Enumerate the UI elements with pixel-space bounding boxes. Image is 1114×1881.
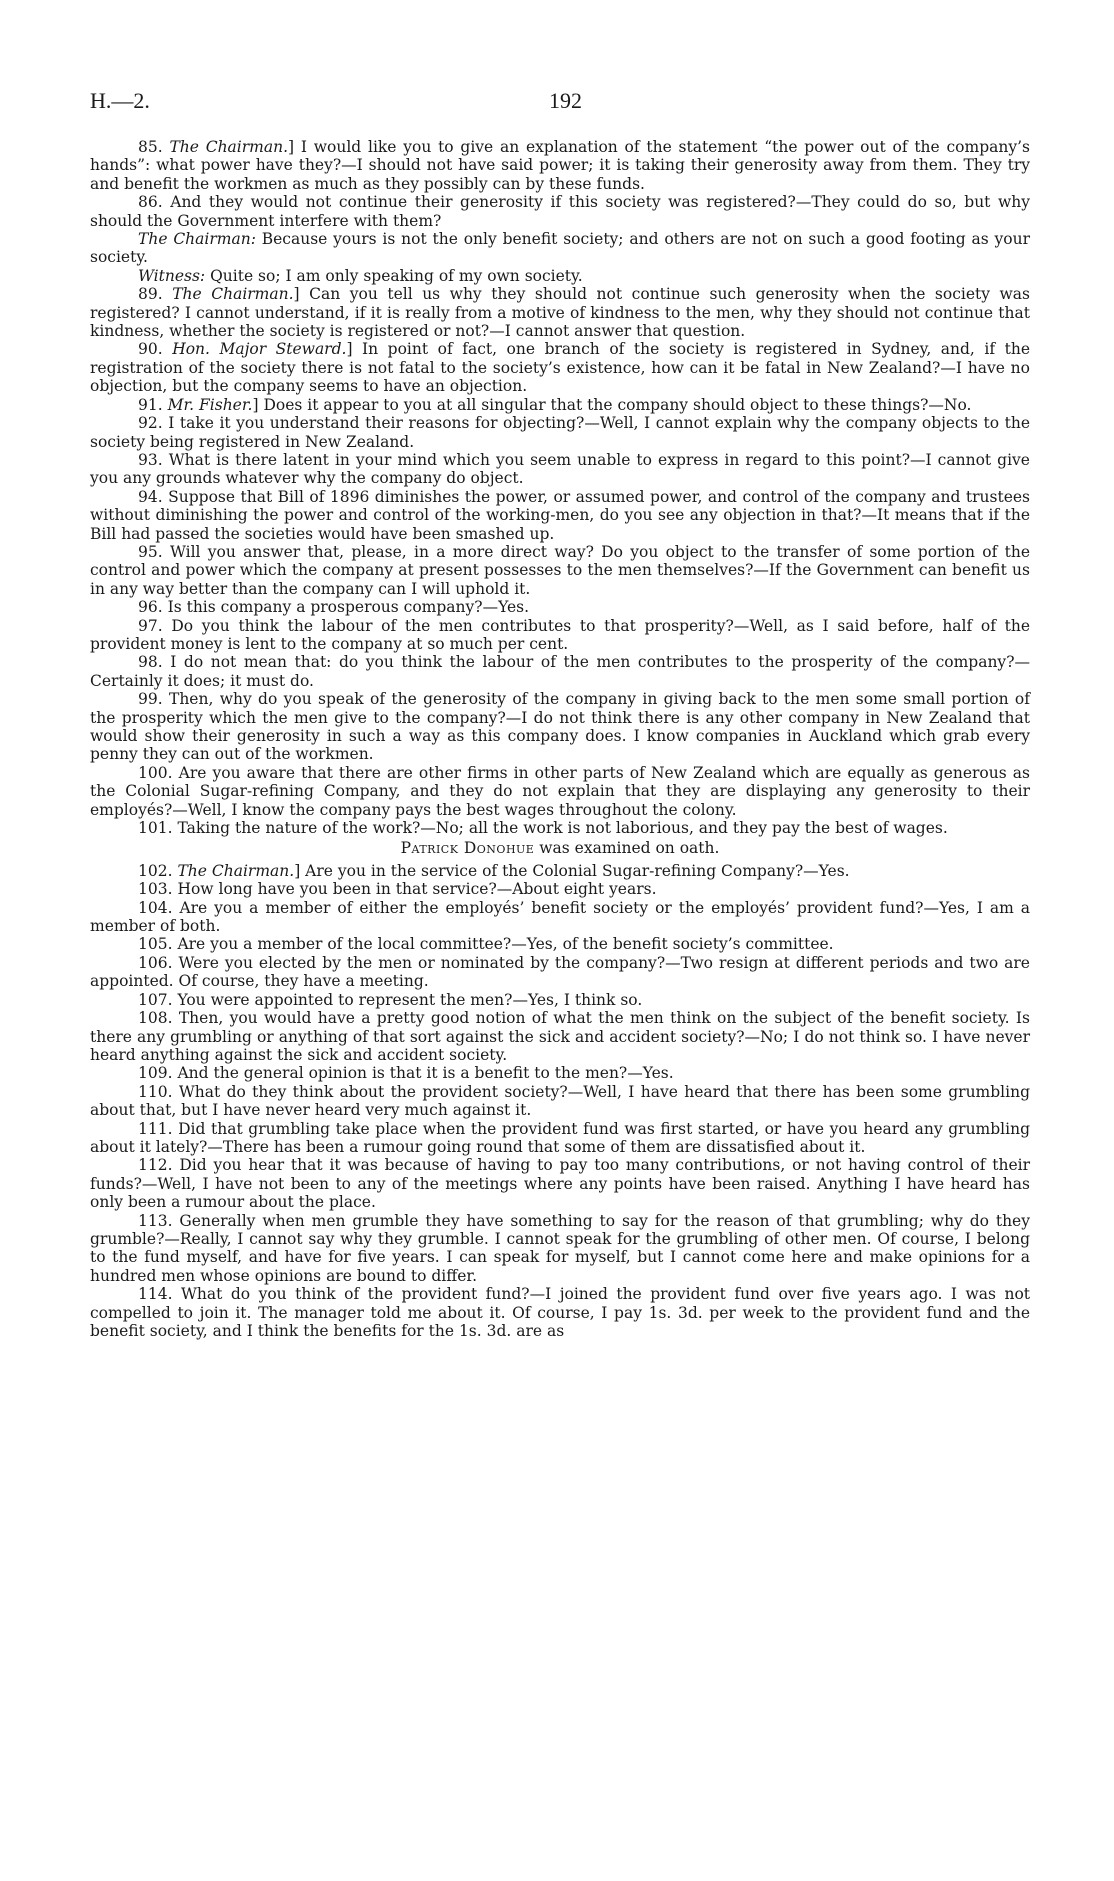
testimony-paragraph [90,340,1030,395]
speaker-bracket: ] [288,138,295,156]
paragraph-text: Were you elected by the men or nominated by the company?—Two resign at different periods and two are appointed. Of course, they have a meeting. [90,953,1030,991]
question-number: 92. [138,414,163,433]
testimony-paragraph [90,598,1030,616]
paragraph-text: And the general opinion is that it is a benefit to the men?—Yes. [177,1064,674,1083]
witness-heading-text: was examined on oath. [534,839,720,858]
question-number: 96. [138,598,163,617]
paragraph-text: Are you a member of the local committee?—Yes, of the benefit society’s committee. [177,935,834,954]
paragraph-text: How long have you been in that service?—About eight years. [177,880,657,899]
testimony-paragraph [90,617,1030,654]
document-reference: H.—2. [90,88,150,113]
question-number: 100. [138,763,173,782]
testimony-paragraph [90,690,1030,764]
question-number: 110. [138,1082,173,1101]
testimony-paragraph [90,414,1030,451]
speaker-name: The Chairman. [172,285,294,304]
question-number: 111. [138,1119,173,1138]
testimony-paragraph [90,193,1030,230]
question-number: 109. [138,1064,173,1083]
question-number: 108. [138,1009,173,1028]
paragraph-text: I take it you understand their reasons for objecting?—Well, I cannot explain why the company objects to the society being registered in New Zealand. [90,414,1030,451]
question-number: 85. [138,138,163,156]
question-number: 106. [138,953,173,972]
testimony-paragraph [90,899,1030,936]
testimony-paragraph [90,1285,1030,1340]
testimony-paragraph [90,880,1030,898]
paragraph-text: You were appointed to represent the men?—Yes, I think so. [177,990,643,1009]
paragraph-text: Does it appear to you at all singular that the company should object to these things?—No. [258,395,972,414]
question-number: 93. [138,450,163,469]
question-number: 102. [138,861,173,880]
testimony-paragraph [90,451,1030,488]
page-number: 192 [549,88,582,113]
testimony-paragraph [90,1064,1030,1082]
testimony-paragraph [90,862,1030,880]
testimony-paragraph [90,1083,1030,1120]
speaker-bracket: ] [252,395,259,414]
question-number: 114. [138,1285,173,1304]
testimony-block-1 [90,138,1030,837]
question-number: 94. [138,487,163,506]
paragraph-text: Then, why do you speak of the generosity of the company in giving back to the men some small portion of the prosperity which the men give to the company?—I do not think there is any other company in New Zealand that would show their generosity in such a way as this company does. I know companies in Auckland which grab every penny they can out of the workmen. [90,690,1030,764]
testimony-paragraph [90,1212,1030,1286]
testimony-paragraph [90,991,1030,1009]
testimony-paragraph [90,230,1030,267]
question-number: 89. [138,285,163,304]
testimony-paragraph [90,543,1030,598]
testimony-paragraph [90,653,1030,690]
paragraph-text: I would like you to give an explanation of the statement “the power out of the company’s hands”: what power have they?—I should not have said power; it is taking their generosity away from them. They try and benefit the workmen as much as they possibly can by these funds. [90,138,1030,193]
paragraph-text: What is there latent in your mind which you seem unable to express in regard to this point?—I cannot give you any grounds whatever why the company do object. [90,450,1030,488]
paragraph-text: Will you answer that, please, in a more direct way? Do you object to the transfer of some portion of the control and power which the company at present possesses to the men themselves?—If the Government can benefit us in any way better than the company can I will uphold it. [90,542,1030,598]
testimony-paragraph [90,764,1030,819]
question-number: 105. [138,935,173,954]
speaker-name: Hon. Major Steward. [172,340,347,359]
question-number: 97. [138,616,163,635]
paragraph-text: Then, you would have a pretty good notion of what the men think on the subject of the benefit society. Is there any grumbling or anything of that sort against the sick and accident society?—No; I do not think so. I have never heard anything against the sick and accident society. [90,1009,1030,1064]
testimony-paragraph [90,396,1030,414]
paragraph-text: In point of fact, one branch of the society is registered in Sydney, and, if the registration of the society there is not fatal to the society’s existence, how can it be fatal in New Zealand?—I have no objection, but the company seems to have an objection. [90,340,1030,396]
paragraph-text: I do not mean that: do you think the labour of the men contributes to the prosperity of the company?—Certainly it does; it must do. [90,653,1031,690]
paragraph-text: And they would not continue their generosity if this society was registered?—They could do so, but why should the Government interfere with them? [90,193,1030,230]
paragraph-text: Do you think the labour of the men contributes to that prosperity?—Well, as I said before, half of the provident money is lent to the company at so much per cent. [90,616,1030,653]
question-number: 104. [138,898,173,917]
question-number: 107. [138,990,173,1009]
speaker-bracket: ] [346,340,353,359]
testimony-block-2 [90,862,1030,1341]
paragraph-text: Are you in the service of the Colonial Sugar-refining Company?—Yes. [300,861,850,880]
speaker-name: The Chairman. [169,138,289,156]
paragraph-text: Taking the nature of the work?—No; all the work is not laborious, and they pay the best of wages. [177,819,948,838]
witness-heading [90,839,1030,857]
testimony-paragraph [90,1009,1030,1064]
testimony-paragraph [90,267,1030,285]
paragraph-text: Did you hear that it was because of having to pay too many contributions, or not having control of their funds?—Well, I have not been to any of the meetings where any points have been raised. Anything I have heard has only been a rumour about the place. [90,1156,1030,1212]
paragraph-text: Generally when men grumble they have something to say for the reason of that grumbling; why do they grumble?—Really, I cannot say why they grumble. I cannot speak for the grumbling of other men. Of course, I belong to the fund myself, and have for five years. I can speak for myself, but I cannot come here and make opinions for a hundred men whose opinions are bound to differ. [90,1211,1030,1285]
question-number: 91. [138,395,163,414]
speaker-bracket: ] [294,861,301,880]
testimony-paragraph [90,819,1030,837]
testimony-paragraph [90,488,1030,543]
question-number: 112. [138,1156,173,1175]
speaker-name: Witness: [138,266,206,285]
speaker-name: Mr. Fisher. [167,395,253,414]
question-number: 86. [138,193,163,212]
speaker-name: The Chairman: [138,230,256,249]
question-number: 98. [138,653,163,672]
question-number: 95. [138,542,163,561]
testimony-paragraph [90,954,1030,991]
speaker-bracket: ] [293,285,300,304]
testimony-paragraph [90,1156,1030,1211]
page-header [90,86,1030,116]
paragraph-text: Are you a member of either the employés’ benefit society or the employés’ provident fund?—Yes, I am a member of both. [90,898,1030,936]
witness-name: Patrick Donohue [400,839,535,858]
paragraph-text: Is this company a prosperous company?—Yes. [167,598,530,617]
paragraph-text: Can you tell us why they should not continue such generosity when the society was registered? I cannot understand, if it is really from a motive of kindness to the men, why they should not continue that kindness, whether the society is registered or not?—I cannot answer that question. [90,285,1030,341]
testimony-paragraph [90,285,1030,340]
paragraph-text: Quite so; I am only speaking of my own society. [205,266,583,285]
paragraph-text: What do you think of the provident fund?—I joined the provident fund over five years ago. I was not compelled to join it. The manager told me about it. Of course, I pay 1s. 3d. per week to the provident fund and the benefit society, and I think the benefits for the 1s. 3d. are as [90,1285,1031,1340]
page-body [90,138,1030,1340]
testimony-paragraph [90,138,1030,193]
testimony-paragraph [90,935,1030,953]
paragraph-text: Suppose that Bill of 1896 diminishes the power, or assumed power, and control of the company and trustees without diminishing the power and control of the working-men, do you see any objection in that?—It means that if the Bill had passed the societies would have been smashed up. [90,487,1030,543]
question-number: 99. [138,690,163,709]
speaker-name: The Chairman. [177,861,295,880]
paragraph-text: What do they think about the provident society?—Well, I have heard that there has been some grumbling about that, but I have never heard very much against it. [90,1082,1030,1120]
question-number: 101. [138,819,173,838]
question-number: 113. [138,1211,173,1230]
paragraph-text: Because yours is not the only benefit society; and others are not on such a good footing as your society. [90,230,1031,267]
paragraph-text: Did that grumbling take place when the provident fund was first started, or have you heard any grumbling about it lately?—There has been a rumour going round that some of them are dissatisfied about it. [90,1119,1030,1156]
testimony-paragraph [90,1120,1030,1157]
paragraph-text: Are you aware that there are other firms in other parts of New Zealand which are equally as generous as the Colonial Sugar-refining Company, and they do not explain that they are displaying any generosity to their employés?—Well, I know the company pays the best wages throughout the colony. [90,763,1030,819]
question-number: 90. [138,340,163,359]
question-number: 103. [138,880,173,899]
